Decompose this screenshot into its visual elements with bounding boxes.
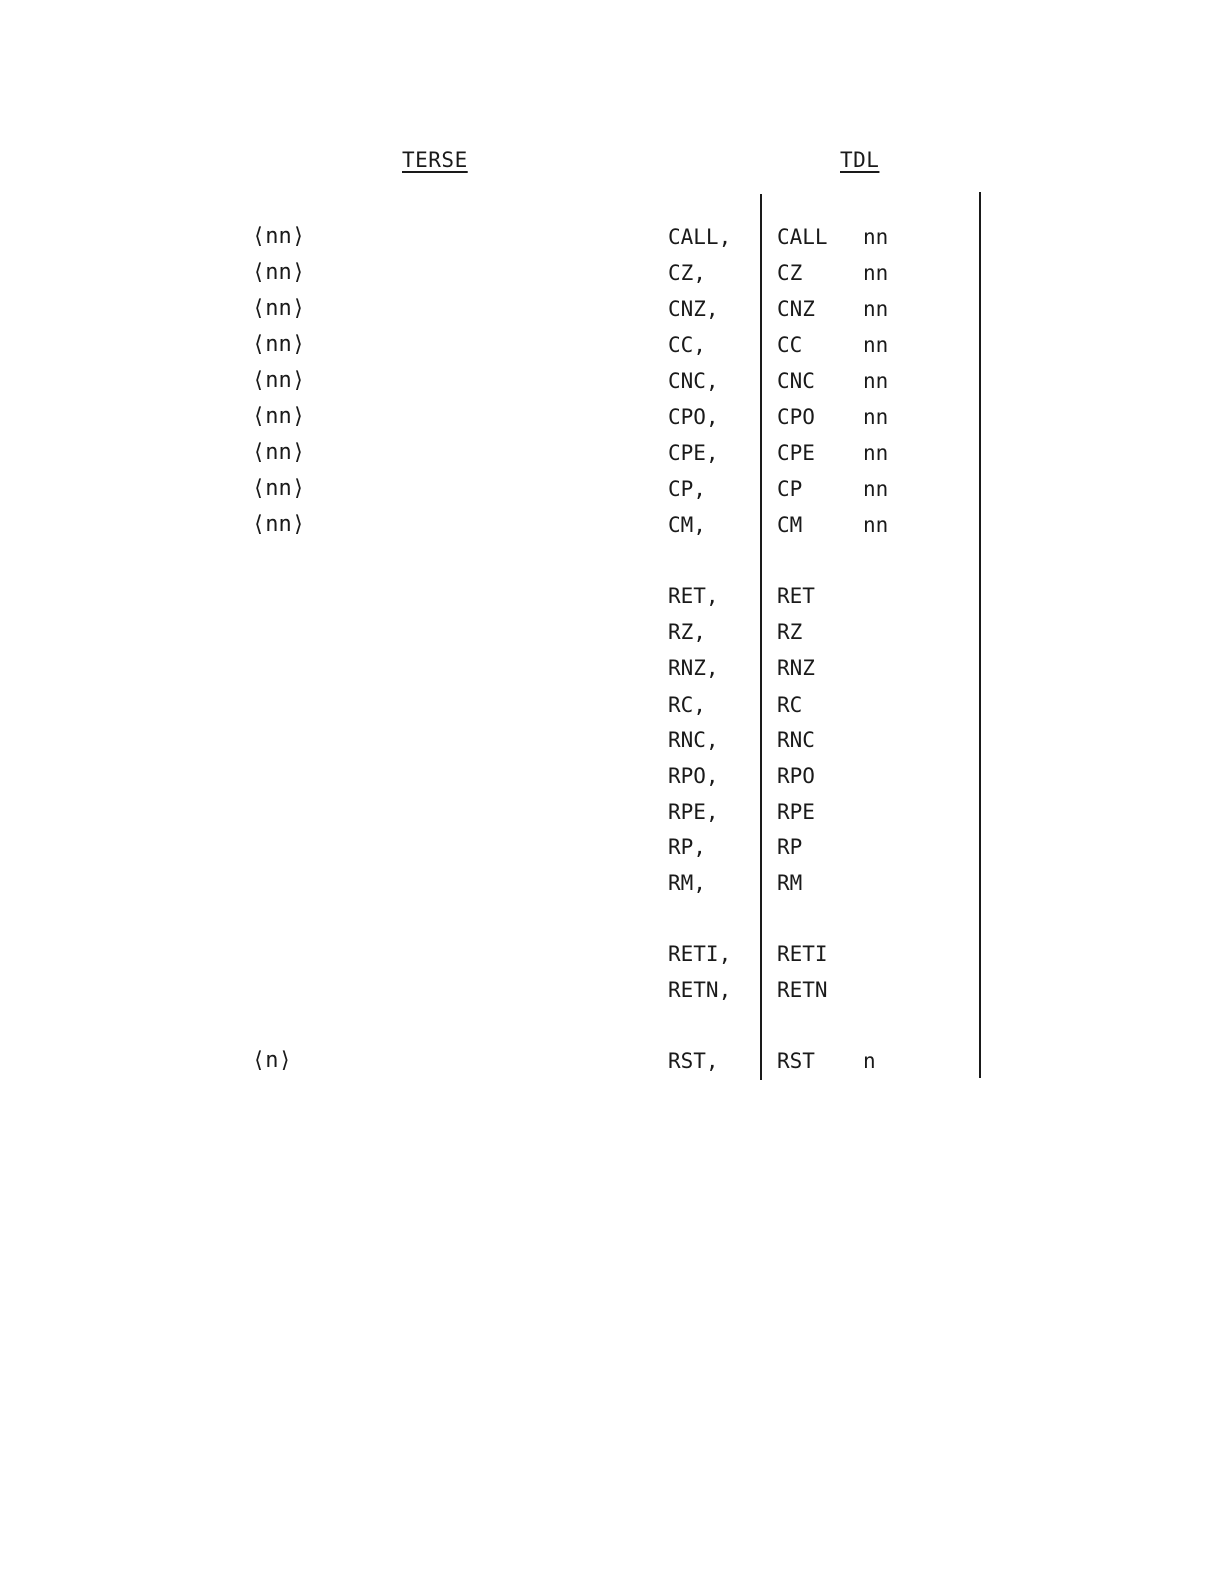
- tdl-operand: n: [863, 1049, 876, 1073]
- tdl-mnemonic: RPO: [777, 764, 815, 788]
- terse-mnemonic: RM,: [668, 871, 706, 895]
- tdl-mnemonic: RETI: [777, 942, 828, 966]
- terse-argument: ⟨nn⟩: [252, 260, 305, 285]
- terse-mnemonic: RNC,: [668, 728, 719, 752]
- terse-argument: ⟨n⟩: [252, 1048, 292, 1073]
- table-row: [0, 868, 1224, 898]
- terse-mnemonic: CNZ,: [668, 297, 719, 321]
- table-row: [0, 761, 1224, 791]
- tdl-mnemonic: RET: [777, 584, 815, 608]
- terse-argument: ⟨nn⟩: [252, 224, 305, 249]
- terse-mnemonic: CM,: [668, 513, 706, 537]
- tdl-mnemonic: CC: [777, 333, 803, 357]
- terse-argument: ⟨nn⟩: [252, 332, 305, 357]
- terse-mnemonic: RETN,: [668, 978, 732, 1002]
- tdl-mnemonic: RM: [777, 871, 803, 895]
- tdl-column-heading: TDL: [840, 148, 880, 172]
- tdl-mnemonic: CPE: [777, 441, 815, 465]
- terse-mnemonic: RZ,: [668, 620, 706, 644]
- terse-mnemonic: RPE,: [668, 800, 719, 824]
- tdl-mnemonic: CALL: [777, 225, 828, 249]
- terse-mnemonic: CZ,: [668, 261, 706, 285]
- terse-mnemonic: CC,: [668, 333, 706, 357]
- terse-mnemonic: CALL,: [668, 225, 732, 249]
- tdl-mnemonic: CP: [777, 477, 803, 501]
- terse-mnemonic: RC,: [668, 693, 706, 717]
- terse-argument: ⟨nn⟩: [252, 404, 305, 429]
- table-row: [0, 258, 1224, 288]
- terse-mnemonic: CPO,: [668, 405, 719, 429]
- terse-mnemonic: RP,: [668, 835, 706, 859]
- terse-mnemonic: RNZ,: [668, 656, 719, 680]
- table-row: [0, 438, 1224, 468]
- table-row: [0, 797, 1224, 827]
- tdl-operand: nn: [863, 369, 889, 393]
- table-row: [0, 832, 1224, 862]
- tdl-mnemonic: RNZ: [777, 656, 815, 680]
- tdl-mnemonic: RNC: [777, 728, 815, 752]
- terse-argument: ⟨nn⟩: [252, 368, 305, 393]
- table-row: [0, 617, 1224, 647]
- terse-argument: ⟨nn⟩: [252, 296, 305, 321]
- tdl-mnemonic: RC: [777, 693, 803, 717]
- table-row: [0, 402, 1224, 432]
- tdl-mnemonic: RST: [777, 1049, 815, 1073]
- tdl-mnemonic: CNZ: [777, 297, 815, 321]
- terse-column-heading: TERSE: [402, 148, 468, 172]
- tdl-operand: nn: [863, 513, 889, 537]
- table-row: [0, 294, 1224, 324]
- table-row: [0, 653, 1224, 683]
- terse-argument: ⟨nn⟩: [252, 476, 305, 501]
- tdl-operand: nn: [863, 477, 889, 501]
- table-row: [0, 581, 1224, 611]
- tdl-operand: nn: [863, 297, 889, 321]
- tdl-mnemonic: RPE: [777, 800, 815, 824]
- terse-argument: ⟨nn⟩: [252, 512, 305, 537]
- table-row: [0, 222, 1224, 252]
- table-row: [0, 939, 1224, 969]
- tdl-operand: nn: [863, 261, 889, 285]
- terse-mnemonic: RETI,: [668, 942, 732, 966]
- tdl-mnemonic: CPO: [777, 405, 815, 429]
- table-row: [0, 725, 1224, 755]
- tdl-operand: nn: [863, 405, 889, 429]
- tdl-mnemonic: RETN: [777, 978, 828, 1002]
- table-row: [0, 975, 1224, 1005]
- tdl-operand: nn: [863, 333, 889, 357]
- tdl-mnemonic: CNC: [777, 369, 815, 393]
- terse-mnemonic: RPO,: [668, 764, 719, 788]
- table-row: [0, 474, 1224, 504]
- terse-mnemonic: CNC,: [668, 369, 719, 393]
- tdl-mnemonic: CM: [777, 513, 803, 537]
- table-row: [0, 690, 1224, 720]
- table-row: [0, 366, 1224, 396]
- tdl-mnemonic: RZ: [777, 620, 803, 644]
- terse-mnemonic: RST,: [668, 1049, 719, 1073]
- tdl-mnemonic: RP: [777, 835, 803, 859]
- tdl-operand: nn: [863, 225, 889, 249]
- table-row: [0, 510, 1224, 540]
- terse-mnemonic: CP,: [668, 477, 706, 501]
- table-row: [0, 330, 1224, 360]
- terse-mnemonic: RET,: [668, 584, 719, 608]
- table-row: [0, 1046, 1224, 1076]
- terse-argument: ⟨nn⟩: [252, 440, 305, 465]
- tdl-mnemonic: CZ: [777, 261, 803, 285]
- tdl-operand: nn: [863, 441, 889, 465]
- terse-mnemonic: CPE,: [668, 441, 719, 465]
